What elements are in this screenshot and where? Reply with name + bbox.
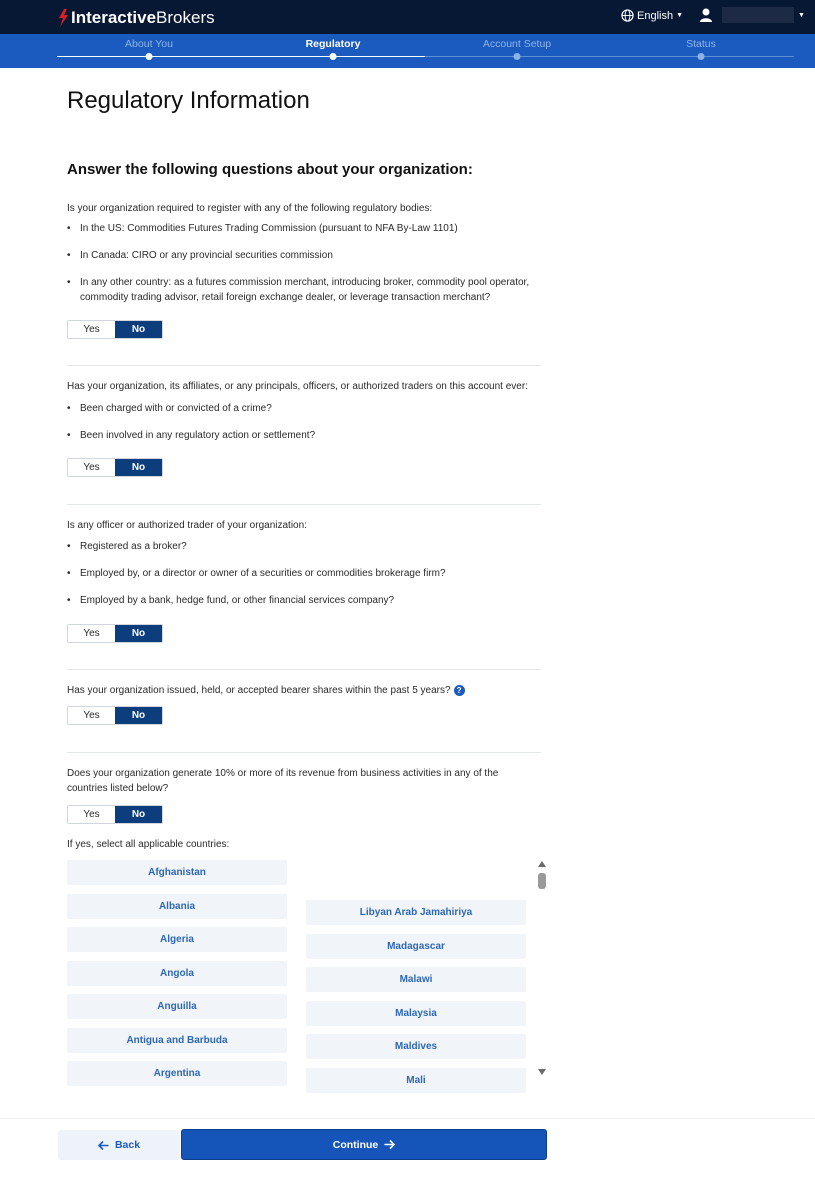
country-option[interactable]: Libyan Arab Jamahiriya xyxy=(306,900,526,925)
ib-logo-icon xyxy=(57,9,69,27)
country-option[interactable]: Maldives xyxy=(306,1034,526,1059)
question-1-text: Is your organization required to register with any of the following regulatory bodies: xyxy=(67,203,433,214)
progress-line-pending xyxy=(425,56,794,57)
section-title: Answer the following questions about your organization: xyxy=(67,161,473,178)
country-option[interactable]: Mali xyxy=(306,1068,526,1093)
page-title: Regulatory Information xyxy=(67,87,310,114)
question-2-bullet: • Been charged with or convicted of a crime? xyxy=(67,401,542,416)
divider xyxy=(67,504,541,505)
country-list[interactable] xyxy=(67,860,549,1086)
question-1-yes-button[interactable]: Yes xyxy=(68,321,115,338)
question-4-text: Has your organization issued, held, or accepted bearer shares within the past 5 years? xyxy=(67,685,451,696)
caret-down-icon: ▼ xyxy=(676,12,684,19)
question-2-toggle xyxy=(67,458,163,477)
question-5-yes-button[interactable]: Yes xyxy=(68,806,115,823)
question-1-bullet: • In Canada: CIRO or any provincial securities commission xyxy=(67,248,542,263)
question-5-no-button[interactable]: No xyxy=(115,806,162,823)
country-option[interactable]: Anguilla xyxy=(67,994,287,1019)
top-bar xyxy=(0,0,815,34)
step-dot-about-you xyxy=(146,53,153,60)
question-1-toggle xyxy=(67,320,163,339)
question-1-no-button[interactable]: No xyxy=(115,321,162,338)
country-option[interactable]: Malaysia xyxy=(306,1001,526,1026)
country-option[interactable]: Afghanistan xyxy=(67,860,287,885)
country-list-scrollbar[interactable] xyxy=(535,860,549,1078)
country-option[interactable]: Angola xyxy=(67,961,287,986)
country-option[interactable]: Madagascar xyxy=(306,934,526,959)
brand-name-light: Brokers xyxy=(156,8,215,27)
scrollbar-thumb[interactable] xyxy=(538,873,546,889)
question-1-bullet: • In the US: Commodities Futures Trading Commission (pursuant to NFA By-Law 1101) xyxy=(67,221,542,236)
user-icon xyxy=(700,8,712,22)
question-3-bullet: • Employed by, or a director or owner of a securities or commodities brokerage firm? xyxy=(67,566,542,581)
question-2-yes-button[interactable]: Yes xyxy=(68,459,115,476)
question-2-text: Has your organization, its affiliates, or any principals, officers, or authorized traders on this account ever: xyxy=(67,381,528,392)
question-3-no-button[interactable]: No xyxy=(115,625,162,642)
continue-button-label: Continue xyxy=(332,1138,379,1151)
country-option[interactable]: Antigua and Barbuda xyxy=(67,1028,287,1053)
brand-logo[interactable] xyxy=(57,8,215,28)
question-4-toggle xyxy=(67,706,163,725)
step-dot-account-setup xyxy=(514,53,521,60)
scroll-down-arrow-icon[interactable] xyxy=(538,1069,546,1075)
countries-label: If yes, select all applicable countries: xyxy=(67,839,230,850)
divider xyxy=(67,752,541,753)
user-menu[interactable] xyxy=(700,7,805,23)
question-5-text: Does your organization generate 10% or more of its revenue from business activities in any of the countries listed below? xyxy=(67,768,499,794)
progress-line-complete xyxy=(57,56,425,57)
question-3-yes-button[interactable]: Yes xyxy=(68,625,115,642)
question-5-toggle xyxy=(67,805,163,824)
step-about-you[interactable]: About You xyxy=(125,38,173,50)
country-option[interactable]: Malawi xyxy=(306,967,526,992)
question-3-text: Is any officer or authorized trader of your organization: xyxy=(67,520,307,531)
back-button[interactable] xyxy=(58,1130,180,1160)
question-3-bullet: • Employed by a bank, hedge fund, or other financial services company? xyxy=(67,593,542,608)
back-button-label: Back xyxy=(114,1139,141,1151)
redacted-username xyxy=(722,7,794,23)
question-4-yes-button[interactable]: Yes xyxy=(68,707,115,724)
question-4 xyxy=(67,683,542,698)
divider xyxy=(67,365,541,366)
scroll-up-arrow-icon[interactable] xyxy=(538,861,546,867)
caret-down-icon: ▼ xyxy=(798,11,805,19)
country-option[interactable]: Algeria xyxy=(67,927,287,952)
progress-stepper xyxy=(0,34,815,68)
step-account-setup: Account Setup xyxy=(482,38,552,50)
question-2-no-button[interactable]: No xyxy=(115,459,162,476)
language-selector[interactable] xyxy=(621,9,683,22)
language-label: English xyxy=(637,9,674,22)
brand-name-bold: Interactive xyxy=(71,8,157,27)
arrow-right-icon xyxy=(384,1140,395,1149)
question-4-no-button[interactable]: No xyxy=(115,707,162,724)
question-1-bullet: • In any other country: as a futures commission merchant, introducing broker, commodity pool operator, commodity trading advisor, retail foreign exchange dealer, or leverage transaction merchant? xyxy=(67,275,542,305)
step-regulatory[interactable]: Regulatory xyxy=(305,38,361,50)
question-3-bullet: • Registered as a broker? xyxy=(67,539,542,554)
step-status: Status xyxy=(686,38,716,50)
divider xyxy=(67,669,541,670)
country-option[interactable]: Albania xyxy=(67,894,287,919)
help-icon[interactable]: ? xyxy=(454,685,465,696)
step-dot-status xyxy=(698,53,705,60)
continue-button[interactable] xyxy=(181,1129,547,1160)
question-3-toggle xyxy=(67,624,163,643)
step-dot-regulatory xyxy=(330,53,337,60)
arrow-left-icon xyxy=(98,1141,109,1150)
question-2-bullet: • Been involved in any regulatory action or settlement? xyxy=(67,428,542,443)
country-option[interactable]: Argentina xyxy=(67,1061,287,1086)
globe-icon xyxy=(621,9,634,22)
